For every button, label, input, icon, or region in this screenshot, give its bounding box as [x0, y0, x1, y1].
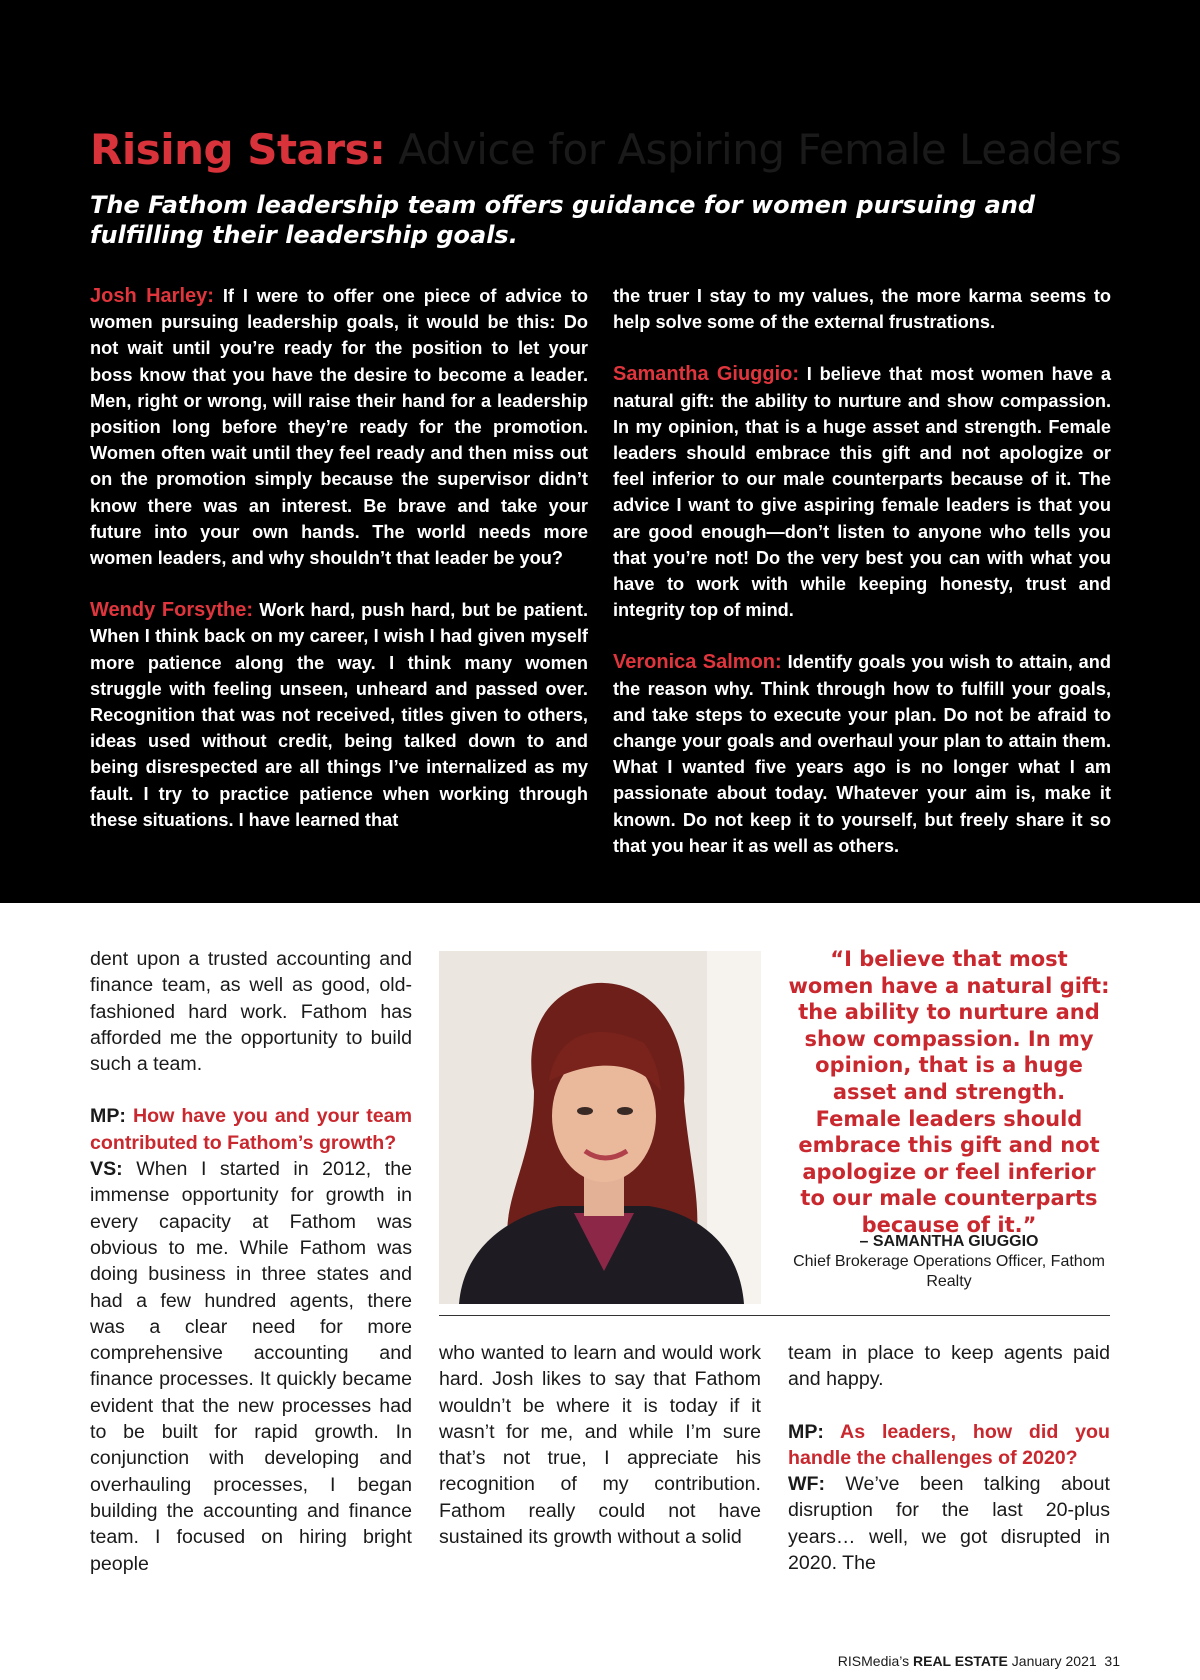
- body-paragraph: team in place to keep agents paid and happy.: [788, 1342, 1110, 1391]
- body-column-1: [90, 946, 412, 1603]
- interview-answer: [90, 1156, 412, 1577]
- article-deck: The Fathom leadership team offers guidance for women pursuing and fulfilling their leadership goals.: [90, 191, 1036, 249]
- speaker-name: Josh Harley:: [90, 285, 214, 307]
- advice-text: If I were to offer one piece of advice to women pursuing leadership goals, it would be this: Do not wait until you’re ready for the position to let your boss know that you have the desire to become a leader. Men, right or wrong, will raise their hand for a leadership position long before they’re ready for the promotion. Women often wait until they feel ready and then miss out on the promotion simply because the supervisor didn’t know there was an interest. Be brave and take your future into your own hands. The world needs more women leaders, and why shouldn’t that leader be you?: [90, 286, 588, 569]
- body-column-3: [788, 1340, 1110, 1576]
- attribution-title: Chief Brokerage Operations Officer, Fathom Realty: [793, 1253, 1105, 1290]
- answer-text: We’ve been talking about disruption for the last 20-plus years… well, we got disrupted in 2020. The: [788, 1473, 1110, 1575]
- attribution-name: – SAMANTHA GIUGGIO: [859, 1233, 1039, 1250]
- advice-samantha-giuggio: [613, 361, 1111, 623]
- question-tag: MP:: [90, 1105, 126, 1128]
- question-text: As leaders, how did you handle the challenges of 2020?: [788, 1420, 1110, 1469]
- pull-quote-attribution: [788, 1232, 1110, 1292]
- speaker-name: Veronica Salmon:: [613, 651, 782, 674]
- article-headline: [90, 122, 1120, 178]
- headline-highlight: Rising Stars:: [90, 125, 386, 174]
- pull-quote: “I believe that most women have a natural gift: the ability to nurture and show compassion. In my opinion, that is a huge asset and strength. Female leaders should embrace this gift and not apologize or feel inferior to our male counterparts because of it.”: [788, 947, 1110, 1237]
- body-paragraph: who wanted to learn and would work hard. Josh likes to say that Fathom wouldn’t be where it is today if it wasn’t for me, and while I’m sure that’s not true, I appreciate his recognition of my contribution. Fathom really could not have sustained its growth without a solid: [439, 1342, 761, 1549]
- interview-question: [788, 1419, 1110, 1472]
- page-footer: [838, 1653, 1120, 1669]
- portrait-illustration: [439, 951, 761, 1304]
- footer-publisher: RISMedia’s: [837, 1653, 913, 1669]
- advice-text: I believe that most women have a natural gift: the ability to nurture and show compassion. In my opinion, that is a huge asset and strength. Female leaders should embrace this gift and not apologize or feel inferior to our male counterparts because of it. The advice I want to give aspiring female leaders is that you are good enough—don’t listen to anyone who tells you that you’re not! Do the very best you can with what you have to work with while keeping honesty, trust and integrity top of mind.: [613, 364, 1111, 621]
- advice-josh-harley: [90, 283, 588, 571]
- answer-tag: VS:: [90, 1158, 123, 1181]
- footer-magazine: REAL ESTATE: [913, 1653, 1008, 1669]
- page-number: 31: [1104, 1653, 1120, 1669]
- advice-continuation: the truer I stay to my values, the more karma seems to help solve some of the external frustrations.: [613, 286, 1111, 333]
- portrait-photo: [439, 951, 761, 1304]
- footer-issue: January 2021: [1007, 1653, 1097, 1669]
- body-column-2: [439, 1340, 761, 1550]
- question-text: How have you and your team contributed to Fathom’s growth?: [90, 1105, 412, 1154]
- interview-answer: [788, 1471, 1110, 1576]
- answer-tag: WF:: [788, 1473, 825, 1496]
- headline-rest: Advice for Aspiring Female Leaders: [385, 125, 1122, 174]
- question-tag: MP:: [788, 1420, 824, 1443]
- advice-veronica-salmon: [613, 649, 1111, 859]
- speaker-name: Wendy Forsythe:: [90, 599, 254, 622]
- divider-rule: [439, 1315, 1110, 1316]
- advice-column-right: [613, 283, 1111, 885]
- body-paragraph: dent upon a trusted accounting and finance team, as well as good, old-fashioned hard work. Fathom has afforded me the opportunity to build such a team.: [90, 948, 412, 1076]
- interview-question: [90, 1103, 412, 1156]
- advice-wendy-forsythe: [90, 597, 588, 833]
- answer-text: When I started in 2012, the immense opportunity for growth in every capacity at Fathom was obvious to me. While Fathom was doing business in three states and had a few hundred agents, there was a clear need for more comprehensive accounting and finance processes. It quickly became evident that the new processes had to be built for rapid growth. In conjunction with developing and overhauling processes, I began building the accounting and finance team. I focused on hiring bright people: [90, 1158, 412, 1575]
- advice-text: Work hard, push hard, but be patient. When I think back on my career, I wish I had given myself more patience along the way. I think many women struggle with feeling unseen, unheard and passed over. Recognition that was not received, titles given to others, ideas used without credit, being talked down to and being disrespected are all things I’ve internalized as my fault. I try to practice patience when working through these situations. I have learned that: [90, 600, 589, 830]
- speaker-name: Samantha Giuggio:: [613, 363, 800, 386]
- advice-text: Identify goals you wish to attain, and the reason why. Think through how to fulfill your goals, and take steps to execute your plan. Do not be afraid to change your goals and overhaul your plan to attain them. What I wanted five years ago is no longer what I am passionate about today. Whatever your aim is, make it known. Do not keep it to yourself, but freely share it so that you hear it as well as others.: [613, 652, 1111, 856]
- advice-column-left: [90, 283, 588, 859]
